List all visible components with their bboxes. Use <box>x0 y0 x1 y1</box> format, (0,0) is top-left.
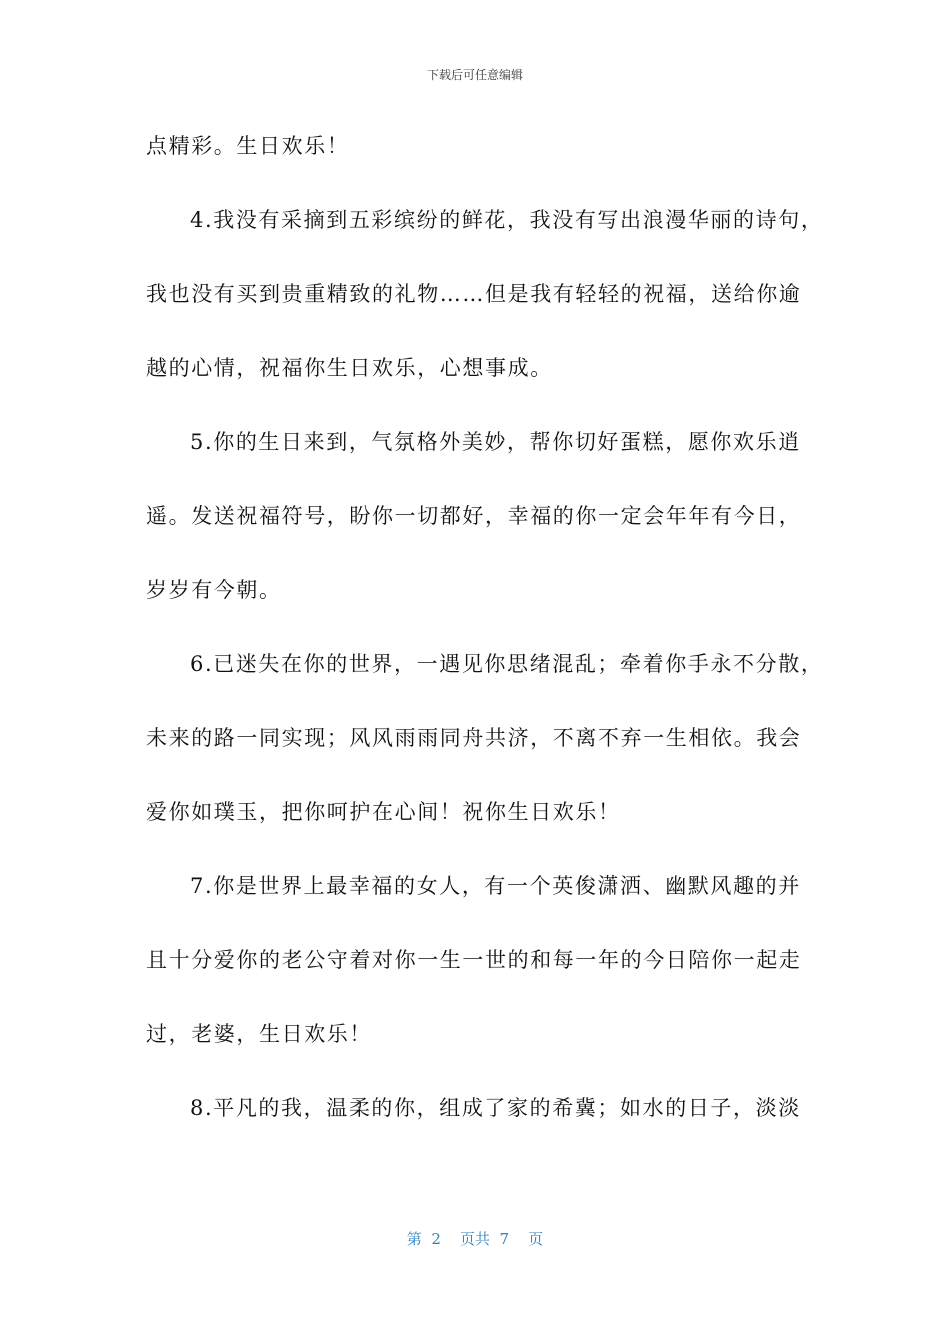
paragraph-6-line-2: 未来的路一同实现；风风雨雨同舟共济，不离不弃一生相依。我会 <box>146 726 802 750</box>
paragraph-4-line-1: 4.我没有采摘到五彩缤纷的鲜花，我没有写出浪漫华丽的诗句， <box>190 208 824 232</box>
paragraph-4-line-2: 我也没有买到贵重精致的礼物……但是我有轻轻的祝福，送给你逾 <box>146 282 802 306</box>
paragraph-6-line-1: 6.已迷失在你的世界，一遇见你思绪混乱；牵着你手永不分散， <box>190 652 824 676</box>
paragraph-5-line-1: 5.你的生日来到，气氛格外美妙，帮你切好蛋糕，愿你欢乐逍 <box>190 430 801 454</box>
footer-page-number: 2 <box>431 1230 441 1248</box>
paragraph-7-line-1: 7.你是世界上最幸福的女人，有一个英俊潇洒、幽默风趣的并 <box>190 874 801 898</box>
document-body <box>146 120 824 1156</box>
paragraph-5-line-2: 遥。发送祝福符号，盼你一切都好，幸福的你一定会年年有今日， <box>146 504 802 528</box>
paragraph-8-line-1: 8.平凡的我，温柔的你，组成了家的希冀；如水的日子，淡淡 <box>190 1096 801 1120</box>
footer-middle: 页共 <box>459 1230 490 1248</box>
text-line: 点精彩。生日欢乐！ <box>146 134 350 158</box>
paragraph-6-line-3: 爱你如璞玉，把你呵护在心间！祝你生日欢乐！ <box>146 800 621 824</box>
footer-suffix: 页 <box>528 1230 544 1248</box>
footer-total-pages: 7 <box>499 1230 510 1248</box>
paragraph-5-line-3: 岁岁有今朝。 <box>146 578 282 602</box>
header-note: 下载后可任意编辑 <box>426 68 523 82</box>
paragraph-4-line-3: 越的心情，祝福你生日欢乐，心想事成。 <box>146 356 553 380</box>
paragraph-7-line-2: 且十分爱你的老公守着对你一生一世的和每一年的今日陪你一起走 <box>146 948 802 972</box>
paragraph-7-line-3: 过，老婆，生日欢乐！ <box>146 1022 372 1046</box>
footer-prefix: 第 <box>406 1230 422 1248</box>
page-footer <box>0 1228 950 1249</box>
